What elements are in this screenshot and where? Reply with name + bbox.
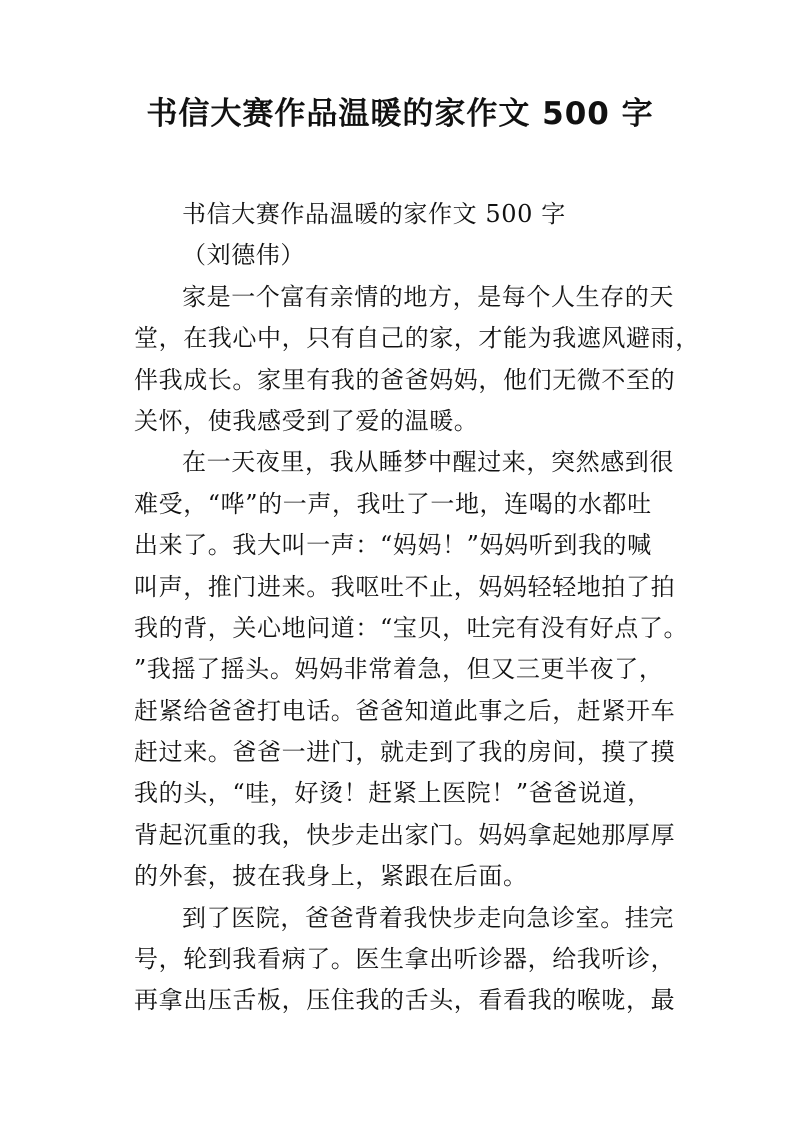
body-line: 我的头，“哇，好烫！赶紧上医院！”爸爸说道， [134, 779, 652, 808]
document-body [134, 194, 700, 1022]
body-line: 在一天夜里，我从睡梦中醒过来，突然感到很 [182, 448, 674, 477]
body-line: 堂，在我心中，只有自己的家，才能为我遮风避雨， [134, 324, 700, 353]
body-line: 出来了。我大叫一声：“妈妈！”妈妈听到我的喊 [134, 531, 652, 560]
body-line: 的外套，披在我身上，紧跟在后面。 [134, 862, 528, 891]
body-line: 关怀，使我感受到了爱的温暖。 [134, 406, 479, 435]
body-line: 号，轮到我看病了。医生拿出听诊器，给我听诊， [134, 945, 676, 974]
document-title: 书信大赛作品温暖的家作文 500 字 [146, 96, 654, 132]
body-line: 书信大赛作品温暖的家作文 500 字 [182, 200, 566, 228]
body-line: 叫声，推门进来。我呕吐不止，妈妈轻轻地拍了拍 [134, 572, 676, 601]
body-line: 背起沉重的我，快步走出家门。妈妈拿起她那厚厚 [134, 820, 676, 849]
body-line: 难受，“哗”的一声，我吐了一地，连喝的水都吐 [134, 489, 652, 518]
body-line: 家是一个富有亲情的地方，是每个人生存的天 [182, 282, 674, 311]
body-line: （刘德伟） [182, 241, 305, 270]
body-line: 赶紧给爸爸打电话。爸爸知道此事之后，赶紧开车 [134, 696, 676, 725]
body-line: 赶过来。爸爸一进门，就走到了我的房间，摸了摸 [134, 738, 676, 767]
body-line: 我的背，关心地问道：“宝贝，吐完有没有好点了。 [134, 613, 689, 642]
body-line: 再拿出压舌板，压住我的舌头，看看我的喉咙，最 [134, 986, 676, 1015]
body-line: 伴我成长。家里有我的爸爸妈妈，他们无微不至的 [134, 365, 676, 394]
body-line: 到了医院，爸爸背着我快步走向急诊室。挂完 [182, 903, 674, 932]
body-line: ”我摇了摇头。妈妈非常着急，但又三更半夜了， [134, 655, 664, 684]
